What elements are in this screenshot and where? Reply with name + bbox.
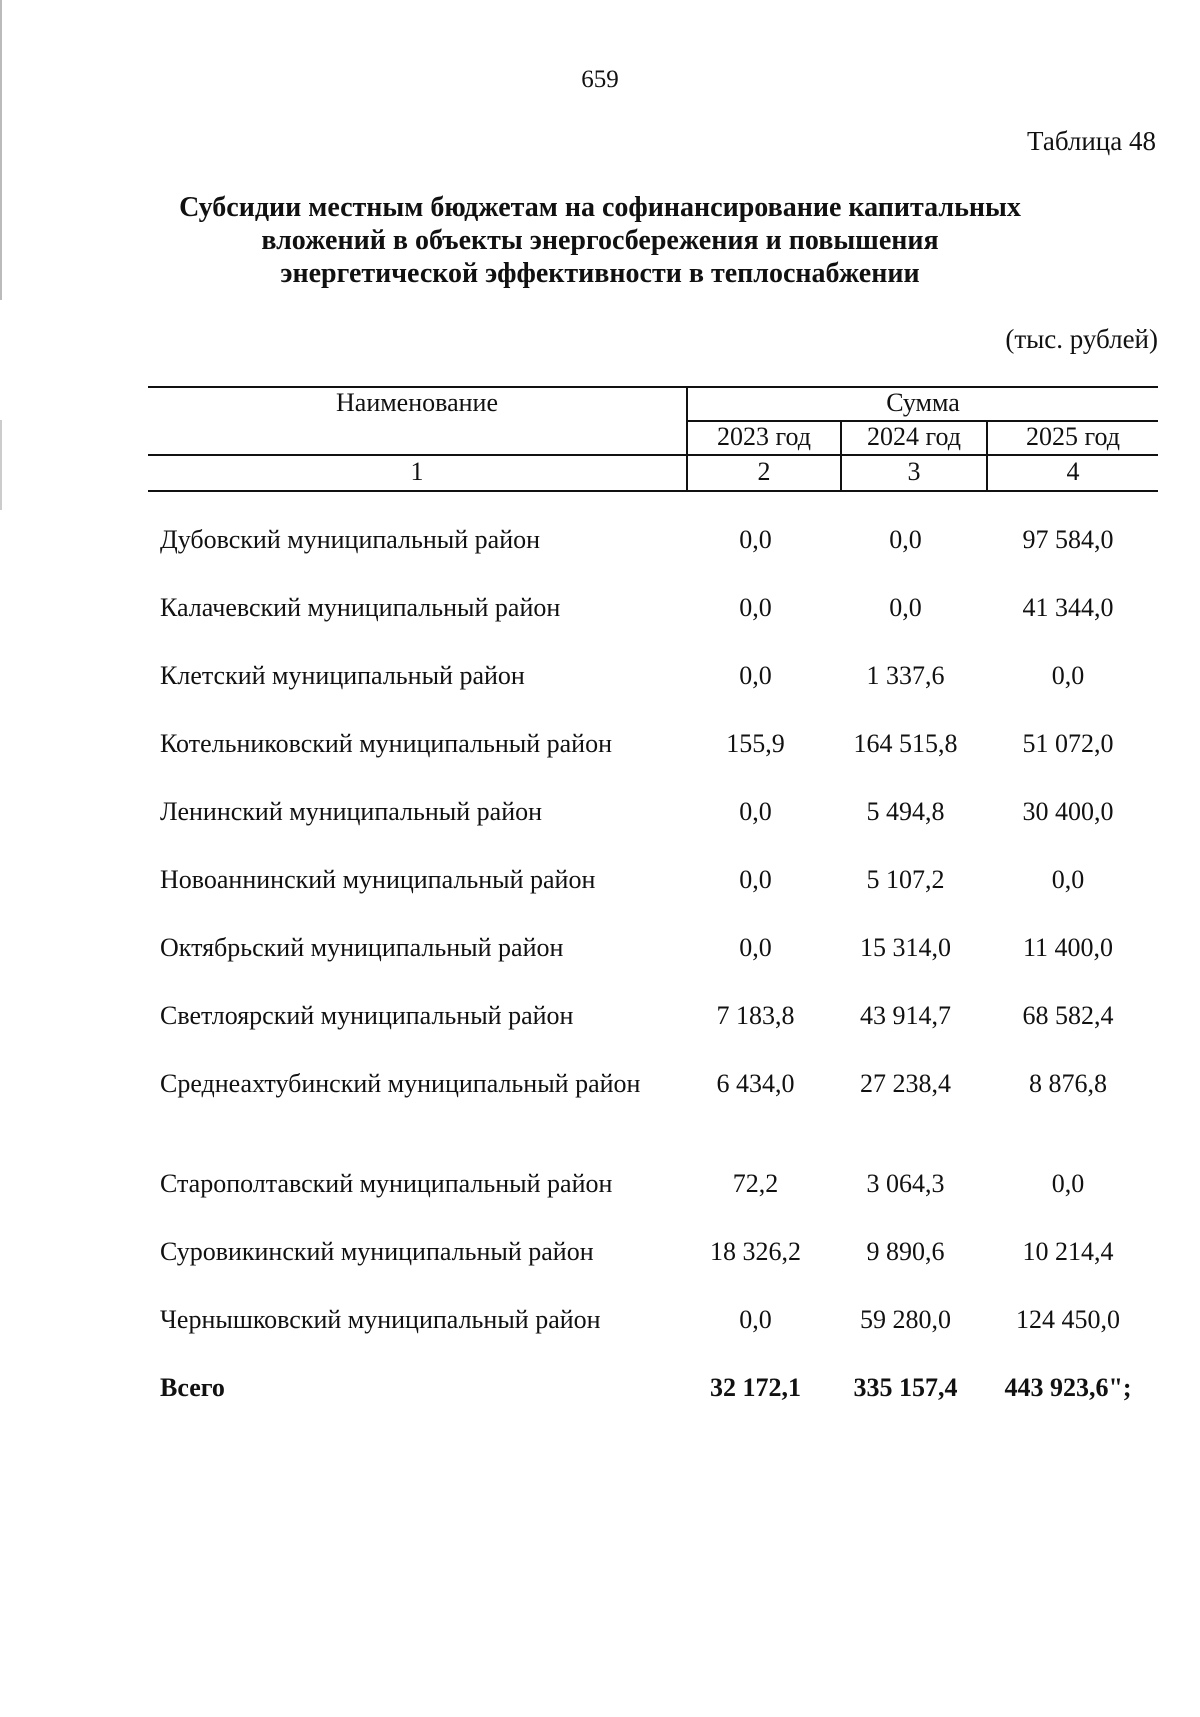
- row-value-2024: 59 280,0: [860, 1305, 951, 1334]
- row-value-2023: 0,0: [739, 865, 772, 894]
- table-body: [148, 510, 1158, 1426]
- row-value-2023: 155,9: [726, 729, 785, 758]
- table-row: [148, 510, 1158, 578]
- row-value-2024: 0,0: [889, 525, 922, 554]
- document-title: [150, 191, 1050, 290]
- table-row: [148, 1222, 1158, 1290]
- row-value-2025: 8 876,8: [1029, 1069, 1107, 1098]
- table-row: [148, 1154, 1158, 1222]
- table-row: [148, 1290, 1158, 1358]
- total-value-2024: 335 157,4: [853, 1373, 958, 1402]
- table-label: Таблица 48: [1027, 126, 1156, 156]
- header-col-number: 1: [410, 457, 424, 486]
- table-row: [148, 782, 1158, 850]
- row-name: Среднеахтубинский муниципальный район: [160, 1069, 641, 1098]
- row-value-2025: 10 214,4: [1022, 1237, 1114, 1266]
- page-number: 659: [581, 66, 619, 93]
- total-label: Всего: [160, 1373, 225, 1402]
- row-value-2025: 0,0: [1051, 1169, 1085, 1198]
- table-total-row: [148, 1358, 1158, 1426]
- row-value-2023: 6 434,0: [716, 1069, 795, 1098]
- row-value-2023: 0,0: [739, 1305, 772, 1334]
- table-row: [148, 850, 1158, 918]
- row-value-2024: 5 494,8: [866, 797, 945, 826]
- row-value-2025: 68 582,4: [1022, 1001, 1114, 1030]
- header-name: Наименование: [336, 388, 498, 417]
- row-value-2023: 0,0: [739, 593, 772, 622]
- table-row: [148, 986, 1158, 1054]
- row-value-2025: 30 400,0: [1022, 797, 1114, 826]
- title-line: энергетической эффективности в теплоснабжении: [280, 258, 920, 289]
- header-col-number: 3: [907, 457, 921, 486]
- header-col-number: 4: [1066, 457, 1080, 486]
- row-value-2025: 0,0: [1051, 661, 1085, 690]
- row-name: Дубовский муниципальный район: [160, 525, 541, 554]
- header-year-2023: 2023 год: [717, 422, 811, 451]
- units-label: (тыс. рублей): [1005, 324, 1158, 354]
- row-value-2024: 3 064,3: [866, 1169, 945, 1198]
- header-year-2024: 2024 год: [867, 422, 961, 451]
- row-name: Ленинский муниципальный район: [160, 797, 543, 826]
- row-value-2023: 0,0: [739, 661, 772, 690]
- header-sum: Сумма: [886, 388, 960, 417]
- row-value-2024: 15 314,0: [860, 933, 951, 962]
- row-value-2025: 97 584,0: [1022, 525, 1114, 554]
- row-value-2024: 5 107,2: [866, 865, 945, 894]
- row-value-2025: 51 072,0: [1022, 729, 1114, 758]
- row-name: Светлоярский муниципальный район: [160, 1001, 574, 1030]
- row-value-2024: 164 515,8: [853, 729, 958, 758]
- row-value-2023: 18 326,2: [710, 1237, 801, 1266]
- row-value-2023: 72,2: [732, 1169, 779, 1198]
- row-value-2023: 0,0: [739, 933, 772, 962]
- row-value-2024: 43 914,7: [860, 1001, 951, 1030]
- header-col-number: 2: [757, 457, 771, 486]
- row-name: Октябрьский муниципальный район: [160, 933, 564, 962]
- row-value-2025: 0,0: [1051, 865, 1085, 894]
- row-name: Клетский муниципальный район: [160, 661, 525, 690]
- row-value-2023: 0,0: [739, 525, 772, 554]
- row-name: Чернышковский муниципальный район: [160, 1305, 601, 1334]
- scan-edge: [0, 0, 2, 300]
- row-value-2025: 124 450,0: [1016, 1305, 1120, 1334]
- header-mid-rule: [148, 454, 1158, 456]
- row-name: Калачевский муниципальный район: [160, 593, 561, 622]
- table-row: [148, 578, 1158, 646]
- row-value-2024: 0,0: [889, 593, 922, 622]
- row-name: Новоаннинский муниципальный район: [160, 865, 596, 894]
- table-row: [148, 1054, 1158, 1154]
- row-value-2023: 7 183,8: [716, 1001, 795, 1030]
- row-value-2024: 1 337,6: [866, 661, 945, 690]
- title-line: вложений в объекты энергосбережения и повышения: [261, 225, 939, 256]
- header-bottom-rule: [148, 490, 1158, 492]
- total-value-2025: 443 923,6";: [1004, 1373, 1132, 1402]
- scan-edge: [0, 420, 2, 510]
- row-value-2025: 11 400,0: [1022, 933, 1114, 962]
- row-name: Котельниковский муниципальный район: [160, 729, 612, 758]
- table-row: [148, 646, 1158, 714]
- header-year-2025: 2025 год: [1026, 422, 1120, 451]
- total-value-2023: 32 172,1: [710, 1373, 801, 1402]
- row-value-2024: 27 238,4: [860, 1069, 951, 1098]
- table-row: [148, 918, 1158, 986]
- row-name: Суровикинский муниципальный район: [160, 1237, 594, 1266]
- row-value-2024: 9 890,6: [866, 1237, 945, 1266]
- table-header: [148, 386, 1158, 492]
- row-name: Старополтавский муниципальный район: [160, 1169, 613, 1198]
- row-value-2025: 41 344,0: [1022, 593, 1114, 622]
- title-line: Субсидии местным бюджетам на софинансирование капитальных: [179, 192, 1021, 223]
- row-value-2023: 0,0: [739, 797, 772, 826]
- table-row: [148, 714, 1158, 782]
